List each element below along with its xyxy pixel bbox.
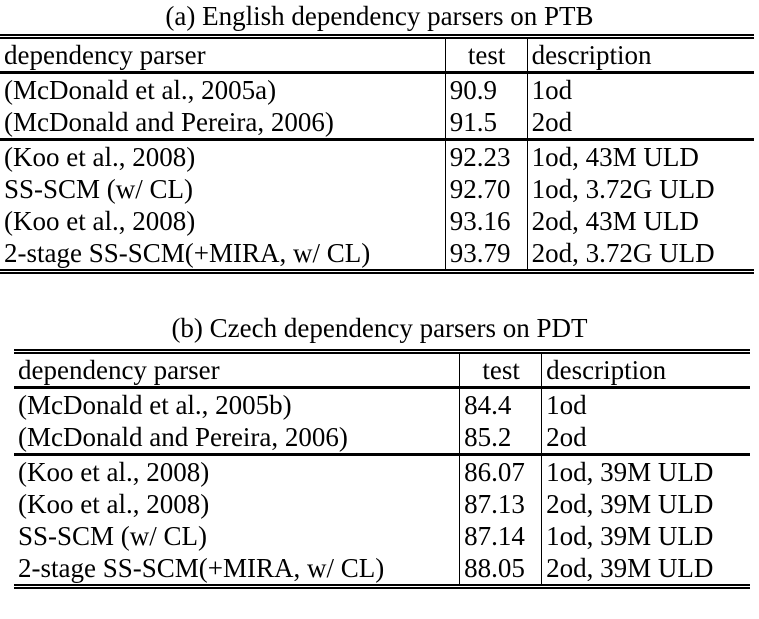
parser-cell: (McDonald and Pereira, 2006) (0, 106, 445, 140)
table-row (0, 73, 754, 107)
header-row (0, 37, 754, 73)
table-row (14, 488, 750, 520)
test-cell: 92.70 (445, 173, 527, 205)
semi-supervised-rows (0, 140, 754, 272)
test-cell: 87.14 (460, 520, 542, 552)
parser-cell: (Koo et al., 2008) (14, 488, 460, 520)
test-cell: 92.23 (445, 140, 527, 174)
test-cell: 88.05 (460, 552, 542, 587)
table-a-caption: (a) English dependency parsers on PTB (165, 1, 594, 31)
parser-cell: 2-stage SS-SCM(+MIRA, w/ CL) (0, 237, 445, 272)
test-cell: 93.79 (445, 237, 527, 272)
semi-supervised-rows (14, 455, 750, 587)
description-cell: 2od, 39M ULD (546, 489, 714, 519)
parser-cell: (McDonald and Pereira, 2006) (14, 421, 460, 455)
description-cell: 1od (531, 75, 573, 105)
description-cell: 2od, 39M ULD (546, 553, 714, 583)
description-cell: 2od (531, 107, 573, 137)
english-results-table (0, 34, 754, 274)
parser-cell: SS-SCM (w/ CL) (14, 520, 460, 552)
test-cell: 91.5 (445, 106, 527, 140)
parser-cell: SS-SCM (w/ CL) (0, 173, 445, 205)
table-row (0, 140, 754, 174)
table-row (0, 173, 754, 205)
header-description: description (546, 355, 667, 385)
table-row (0, 205, 754, 237)
table-row (14, 388, 750, 422)
baseline-rows (14, 388, 750, 455)
test-cell: 85.2 (460, 421, 542, 455)
parser-cell: (Koo et al., 2008) (14, 455, 460, 489)
czech-results-table (14, 349, 750, 589)
table-row (14, 552, 750, 587)
header-test: test (460, 352, 542, 388)
header-test: test (445, 37, 527, 73)
description-cell: 2od (546, 422, 587, 452)
header-description: description (531, 40, 652, 70)
parser-cell: (McDonald et al., 2005b) (14, 388, 460, 422)
parser-cell: (McDonald et al., 2005a) (0, 73, 445, 107)
table-b-caption: (b) Czech dependency parsers on PDT (171, 313, 588, 343)
parser-cell: (Koo et al., 2008) (0, 140, 445, 174)
description-cell: 2od, 3.72G ULD (531, 238, 715, 268)
test-cell: 87.13 (460, 488, 542, 520)
table-row (0, 237, 754, 272)
parser-cell: 2-stage SS-SCM(+MIRA, w/ CL) (14, 552, 460, 587)
table-row (14, 520, 750, 552)
parser-cell: (Koo et al., 2008) (0, 205, 445, 237)
table-row (14, 421, 750, 455)
table-row (14, 455, 750, 489)
header-row (14, 352, 750, 388)
description-cell: 2od, 43M ULD (531, 206, 699, 236)
description-cell: 1od (546, 390, 587, 420)
description-cell: 1od, 39M ULD (546, 521, 714, 551)
table-row (0, 106, 754, 140)
description-cell: 1od, 39M ULD (546, 457, 714, 487)
description-cell: 1od, 3.72G ULD (531, 174, 715, 204)
test-cell: 90.9 (445, 73, 527, 107)
test-cell: 86.07 (460, 455, 542, 489)
header-parser: dependency parser (0, 37, 445, 73)
header-parser: dependency parser (14, 352, 460, 388)
test-cell: 93.16 (445, 205, 527, 237)
description-cell: 1od, 43M ULD (531, 142, 699, 172)
baseline-rows (0, 73, 754, 140)
test-cell: 84.4 (460, 388, 542, 422)
